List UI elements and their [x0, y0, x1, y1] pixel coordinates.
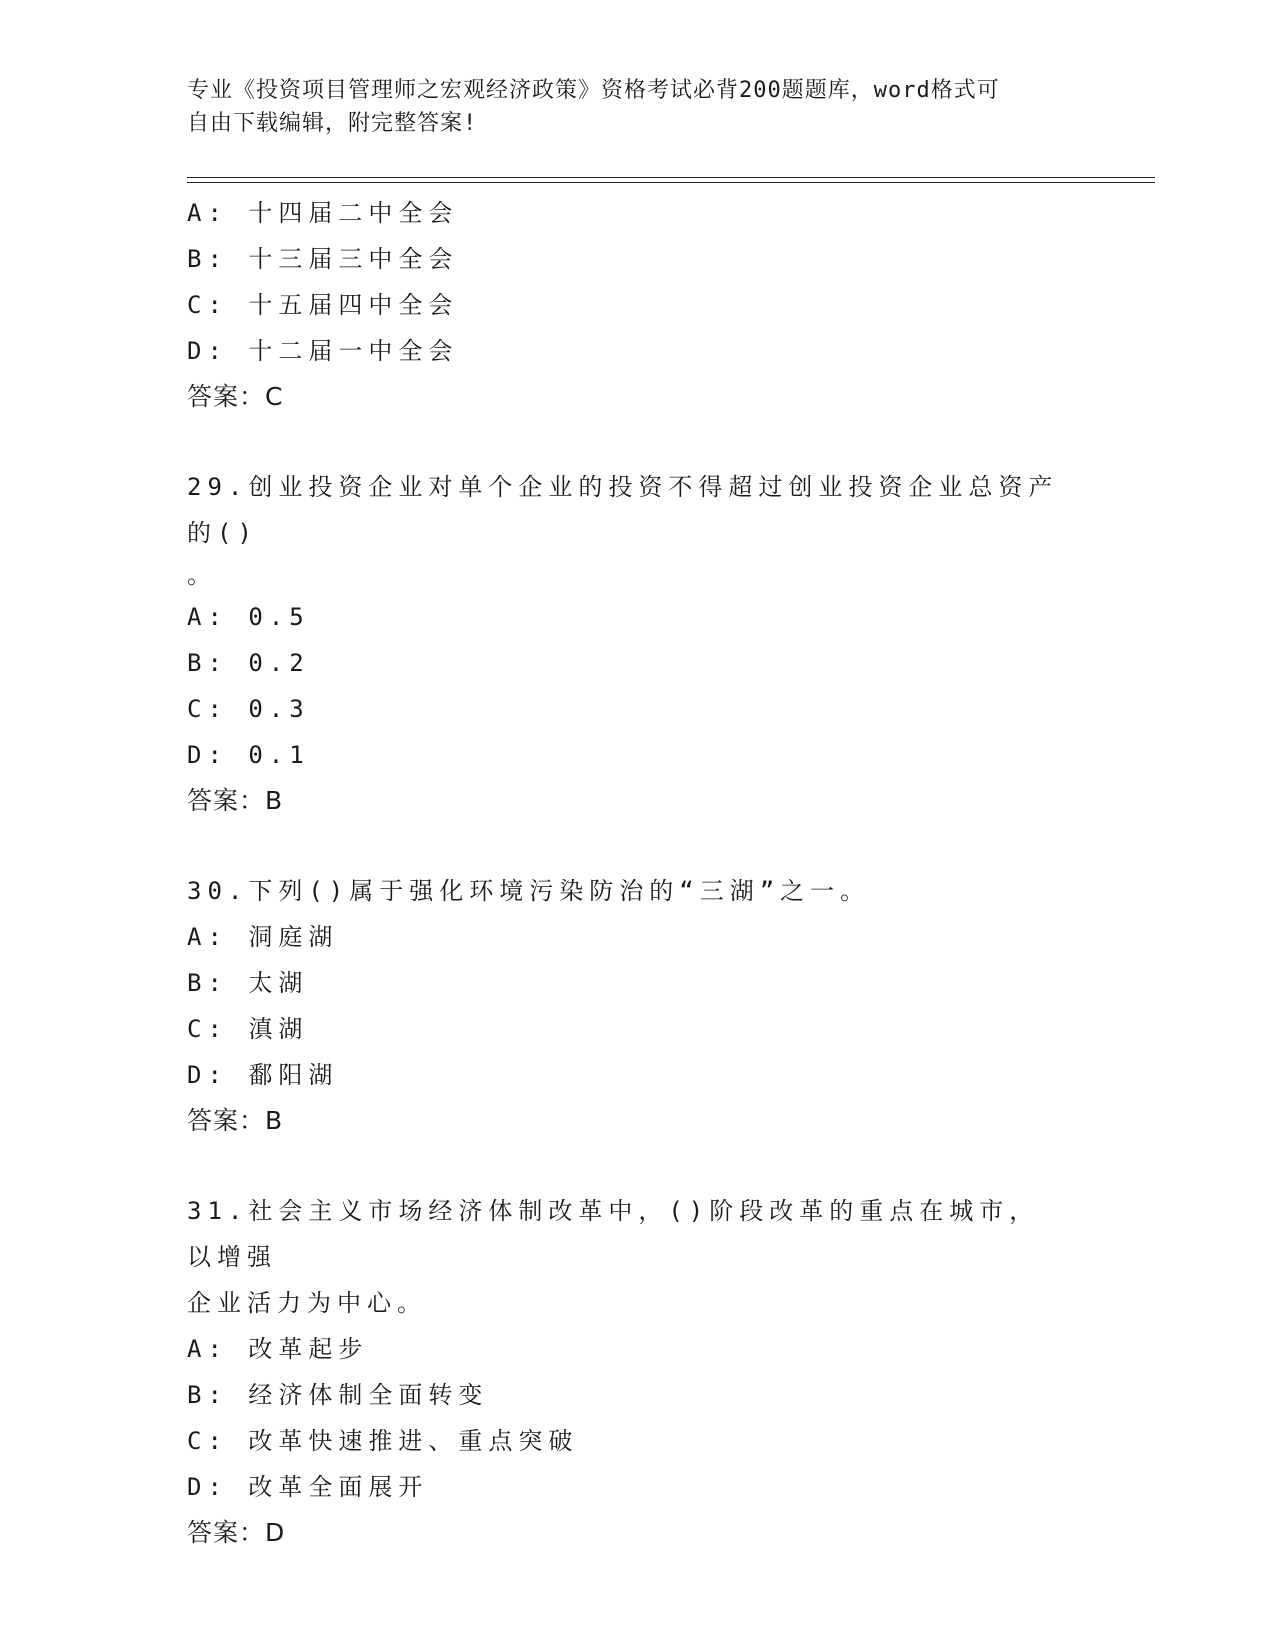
header-title-line-1: 专业《投资项目管理师之宏观经济政策》资格考试必背200题题库，word格式可 — [187, 78, 1000, 103]
option-b: B: 0.2 — [187, 649, 310, 677]
option-d: D: 0.1 — [187, 741, 310, 769]
header-double-rule — [187, 177, 1155, 183]
option-c: C: 0.3 — [187, 695, 310, 723]
question-text-continued: 。 — [187, 561, 217, 589]
option-b: B: 十三届三中全会 — [187, 245, 459, 273]
option-a: A: 十四届二中全会 — [187, 199, 459, 227]
answer-line: 答案：B — [187, 1106, 284, 1135]
answer-line: 答案：B — [187, 786, 284, 815]
question-text-continued: 企业活力为中心。 — [187, 1289, 427, 1317]
question-text: 30.下列()属于强化环境污染防治的“三湖”之一。 — [187, 877, 871, 905]
header-title-line-2: 自由下载编辑，附完整答案! — [187, 111, 478, 136]
question-29 — [187, 464, 1087, 824]
question-31 — [187, 1188, 1087, 1556]
document-header — [187, 74, 1067, 140]
option-d: D: 改革全面展开 — [187, 1473, 429, 1501]
question-list — [187, 190, 1087, 1556]
option-c: C: 滇湖 — [187, 1015, 309, 1043]
option-b: B: 太湖 — [187, 969, 309, 997]
option-b: B: 经济体制全面转变 — [187, 1381, 489, 1409]
option-a: A: 洞庭湖 — [187, 923, 339, 951]
option-a: A: 改革起步 — [187, 1335, 369, 1363]
option-c: C: 改革快速推进、重点突破 — [187, 1427, 579, 1455]
answer-line: 答案：C — [187, 382, 284, 411]
answer-line: 答案：D — [187, 1518, 286, 1547]
option-d: D: 鄱阳湖 — [187, 1061, 339, 1089]
option-d: D: 十二届一中全会 — [187, 337, 459, 365]
continued-question — [187, 190, 1087, 420]
option-c: C: 十五届四中全会 — [187, 291, 459, 319]
option-a: A: 0.5 — [187, 603, 310, 631]
question-text: 31.社会主义市场经济体制改革中，()阶段改革的重点在城市，以增强 — [187, 1197, 1040, 1271]
question-text: 29.创业投资企业对单个企业的投资不得超过创业投资企业总资产的() — [187, 473, 1059, 547]
question-30 — [187, 868, 1087, 1144]
